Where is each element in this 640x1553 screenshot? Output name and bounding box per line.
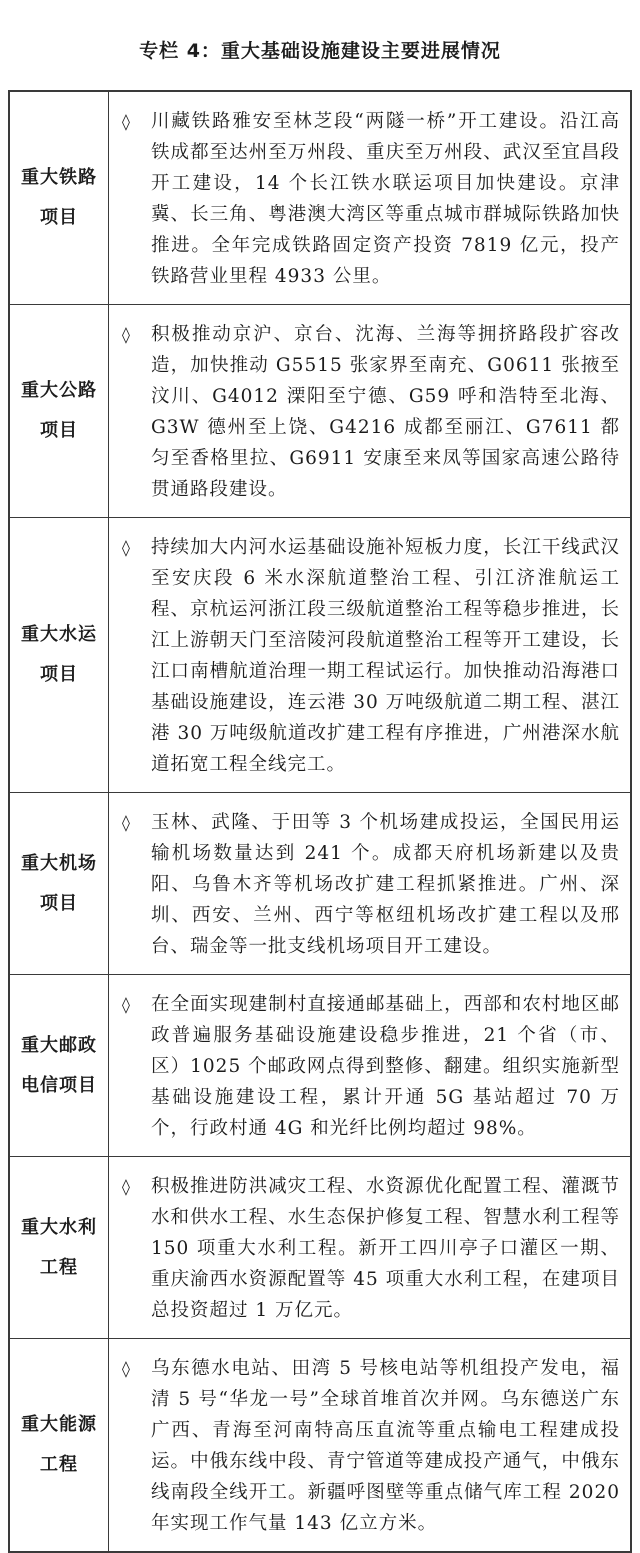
row-label-line: 电信项目 <box>21 1074 97 1096</box>
row-label-line: 重大能源 <box>21 1414 97 1435</box>
table-row <box>10 305 630 518</box>
diamond-bullet-icon: ◊ <box>122 1177 130 1196</box>
progress-table <box>8 90 632 1553</box>
row-text: 积极推进防洪减灾工程、水资源优化配置工程、灌溉节水和供水工程、水生态保护修复工程、智慧水利工程等 150 项重大水利工程。新开工四川亭子口灌区一期、重庆渝西水资源配置等 45 项重大水利工程，在建项目总投资超过 1 万亿元。 <box>151 1176 620 1321</box>
row-label-line: 重大邮政 <box>21 1034 97 1056</box>
row-label-energy <box>10 1339 109 1551</box>
row-label-postal-telecom <box>10 975 109 1156</box>
row-text: 积极推动京沪、京台、沈海、兰海等拥挤路段扩容改造，加快推动 G5515 张家界至南充、G0611 张掖至汶川、G4012 溧阳至宁德、G59 呼和浩特至北海、G3W 德州至上饶、G4216 成都至丽江、G7611 都匀至香格里拉、G6911 安康至来凤等国家高速公路待贯通路段建设。 <box>151 324 620 500</box>
row-content <box>109 92 630 304</box>
row-content <box>109 975 630 1156</box>
table-row <box>10 92 630 305</box>
row-label-line: 重大铁路 <box>21 167 97 188</box>
row-label-line: 重大水利 <box>21 1216 97 1238</box>
row-content <box>109 793 630 974</box>
row-label-line: 重大公路 <box>21 380 97 401</box>
row-label-line: 项目 <box>40 207 78 228</box>
diamond-bullet-icon: ◊ <box>122 112 130 131</box>
row-label-highway <box>10 305 109 517</box>
row-text: 玉林、武隆、于田等 3 个机场建成投运，全国民用运输机场数量达到 241 个。成都天府机场新建以及贵阳、乌鲁木齐等机场改扩建工程抓紧推进。广州、深圳、西安、兰州、西宁等枢纽机场改扩建工程以及邢台、瑞金等一批支线机场项目开工建设。 <box>151 812 620 957</box>
table-row <box>10 793 630 975</box>
diamond-bullet-icon: ◊ <box>122 813 130 832</box>
row-text: 在全面实现建制村直接通邮基础上，西部和农村地区邮政普遍服务基础设施建设稳步推进，21 个省（市、区）1025 个邮政网点得到整修、翻建。组织实施新型基础设施建设工程，累计开通 5G 基站超过 70 万个，行政村通 4G 和光纤比例均超过 98%。 <box>151 994 620 1139</box>
row-label-airport <box>10 793 109 974</box>
row-text: 川藏铁路雅安至林芝段“两隧一桥”开工建设。沿江高铁成都至达州至万州段、重庆至万州段、武汉至宜昌段开工建设，14 个长江铁水联运项目加快建设。京津冀、长三角、粤港澳大湾区等重点城市群城际铁路加快推进。全年完成铁路固定资产投资 7819 亿元，投产铁路营业里程 4933 公里。 <box>151 111 620 287</box>
row-text: 持续加大内河水运基础设施补短板力度，长江干线武汉至安庆段 6 米水深航道整治工程、引江济淮航运工程、京杭运河浙江段三级航道整治工程等稳步推进，长江上游朝天门至涪陵河段航道整治工程等开工建设，长江口南槽航道治理一期工程试运行。加快推动沿海港口基础设施建设，连云港 30 万吨级航道二期工程、湛江港 30 万吨级航道改扩建工程有序推进，广州港深水航道拓宽工程全线完工。 <box>151 537 620 775</box>
diamond-bullet-icon: ◊ <box>122 538 130 557</box>
table-row <box>10 518 630 793</box>
row-text: 乌东德水电站、田湾 5 号核电站等机组投产发电，福清 5 号“华龙一号”全球首堆首次并网。乌东德送广东广西、青海至河南特高压直流等重点输电工程建成投运。中俄东线中段、青宁管道等建成投产通气，中俄东线南段全线开工。新疆呼图壁等重点储气库工程 2020 年实现工作气量 143 亿立方米。 <box>151 1358 620 1534</box>
page-title: 专栏 4：重大基础设施建设主要进展情况 <box>139 40 501 62</box>
diamond-bullet-icon: ◊ <box>122 325 130 344</box>
table-row <box>10 975 630 1157</box>
row-label-line: 重大机场 <box>21 852 97 874</box>
table-row <box>10 1339 630 1551</box>
diamond-bullet-icon: ◊ <box>122 1359 130 1378</box>
row-label-line: 重大水运 <box>21 624 97 645</box>
row-content <box>109 518 630 792</box>
row-label-line: 工程 <box>40 1256 78 1278</box>
row-label-line: 项目 <box>40 892 78 914</box>
row-content <box>109 1339 630 1551</box>
row-label-railway <box>10 92 109 304</box>
diamond-bullet-icon: ◊ <box>122 995 130 1014</box>
row-content <box>109 305 630 517</box>
table-row <box>10 1157 630 1339</box>
row-label-water-conservancy <box>10 1157 109 1338</box>
row-label-waterway <box>10 518 109 792</box>
row-label-line: 项目 <box>40 664 78 685</box>
row-label-line: 工程 <box>40 1454 78 1475</box>
row-label-line: 项目 <box>40 420 78 441</box>
row-content <box>109 1157 630 1338</box>
